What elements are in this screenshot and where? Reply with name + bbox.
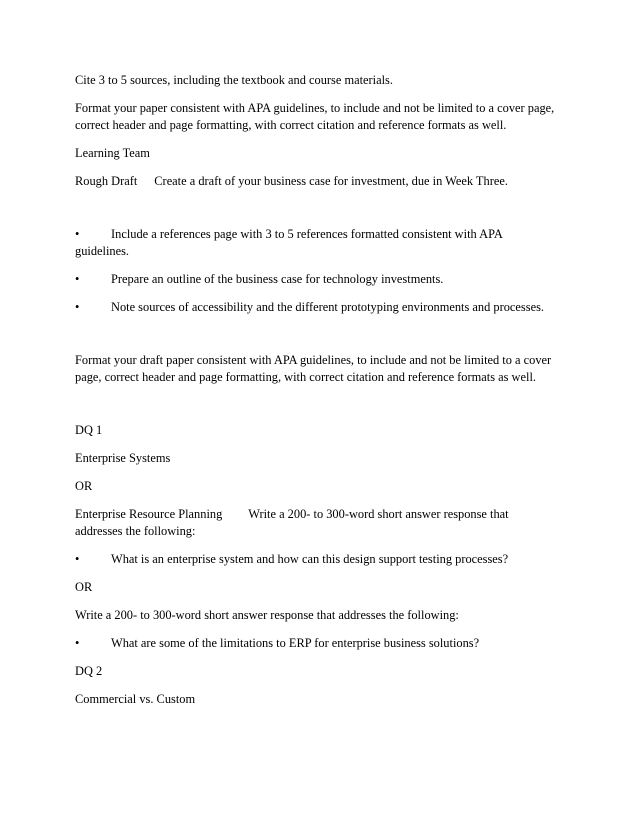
erp-line-2: addresses the following: <box>75 524 196 538</box>
bullet-icon: • <box>75 636 80 650</box>
document-body <box>75 72 575 719</box>
rough-draft-text: Create a draft of your business case for investment, due in Week Three. <box>154 174 508 188</box>
format-draft-line-1: Format your draft paper consistent with APA guidelines, to include and not be limited to a cover <box>75 353 552 367</box>
learning-team-heading: Learning Team <box>75 146 150 160</box>
dq1-heading: DQ 1 <box>75 423 103 437</box>
bullet-icon: • <box>75 552 80 566</box>
bullet-text: Prepare an outline of the business case for technology investments. <box>111 272 444 286</box>
rough-draft-paragraph <box>75 173 575 190</box>
cite-paragraph: Cite 3 to 5 sources, including the textbook and course materials. <box>75 73 393 87</box>
bullet-icon: • <box>75 272 80 286</box>
bullet-item-sources <box>75 299 575 316</box>
bullet-icon: • <box>75 227 80 241</box>
format-draft-paragraph <box>75 352 575 386</box>
write-response-paragraph: Write a 200- to 300-word short answer response that addresses the following: <box>75 608 459 622</box>
or-separator-1: OR <box>75 479 93 493</box>
format-paper-line-2: correct header and page formatting, with correct citation and reference formats as well. <box>75 118 507 132</box>
bullet-item-enterprise-system <box>75 551 575 568</box>
erp-text: Write a 200- to 300-word short answer response that <box>248 507 509 521</box>
commercial-vs-custom-heading: Commercial vs. Custom <box>75 692 196 706</box>
format-draft-line-2: page, correct header and page formatting, with correct citation and reference formats as well. <box>75 370 536 384</box>
bullet-icon: • <box>75 300 80 314</box>
bullet-text-continuation: guidelines. <box>75 244 130 258</box>
erp-paragraph <box>75 506 575 540</box>
format-paper-line-1: Format your paper consistent with APA guidelines, to include and not be limited to a cover page, <box>75 101 555 115</box>
bullet-item-outline <box>75 271 575 288</box>
bullet-text: What is an enterprise system and how can this design support testing processes? <box>111 552 509 566</box>
bullet-text: Note sources of accessibility and the different prototyping environments and processes. <box>111 300 544 314</box>
bullet-item-erp-limitations <box>75 635 575 652</box>
enterprise-systems-heading: Enterprise Systems <box>75 451 171 465</box>
rough-draft-label: Rough Draft <box>75 174 138 188</box>
bullet-item-references <box>75 226 575 260</box>
bullet-text: What are some of the limitations to ERP for enterprise business solutions? <box>111 636 480 650</box>
erp-label: Enterprise Resource Planning <box>75 507 223 521</box>
format-paper-paragraph <box>75 100 575 134</box>
dq2-heading: DQ 2 <box>75 664 103 678</box>
or-separator-2: OR <box>75 580 93 594</box>
bullet-text: Include a references page with 3 to 5 references formatted consistent with APA <box>111 227 503 241</box>
